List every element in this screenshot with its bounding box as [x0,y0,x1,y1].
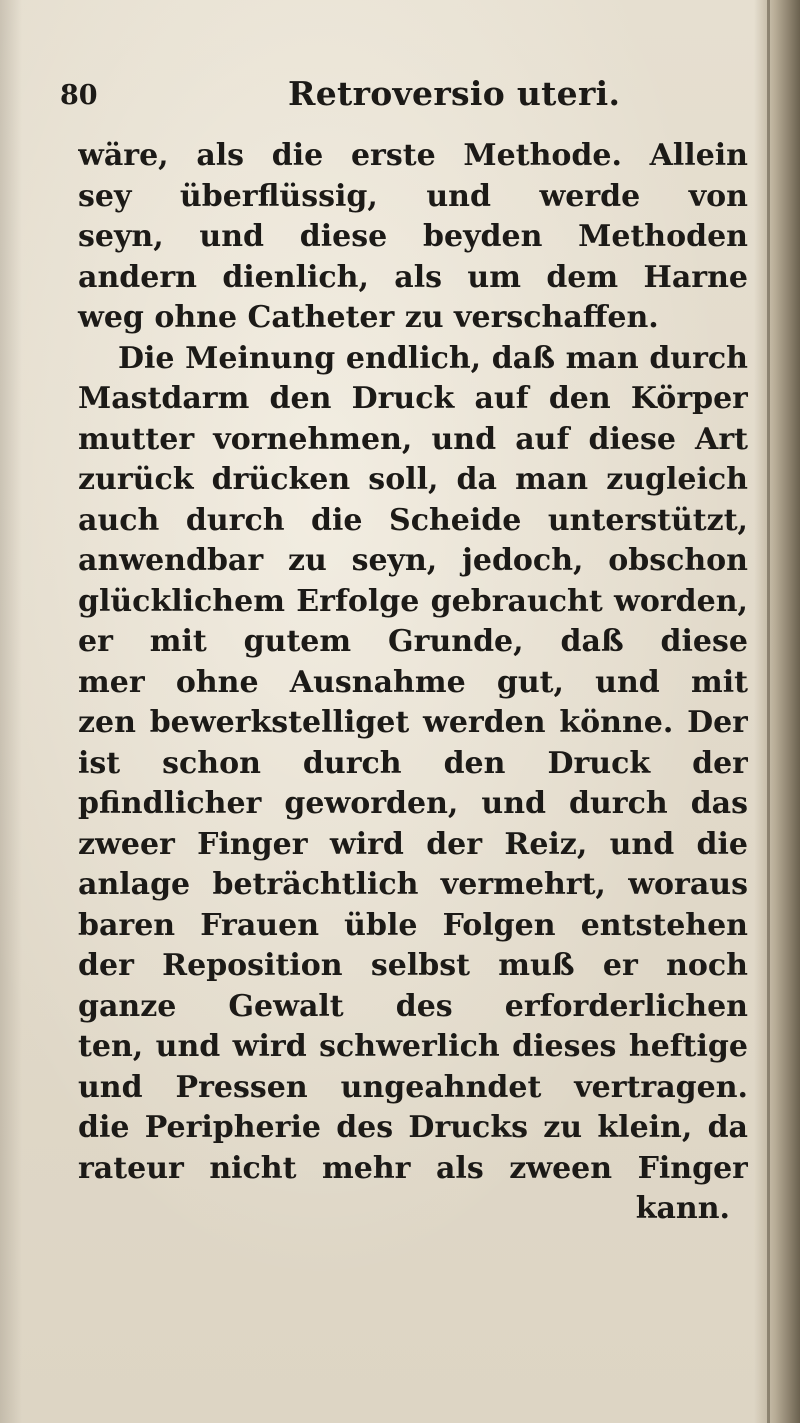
page-header [60,72,760,122]
page-edge-shadow [0,0,22,1423]
text-line: die Peripherie des Drucks zu klein, da [78,1110,748,1145]
text-line: zurück drücken soll, da man zugleich [78,462,748,497]
text-line: mutter vornehmen, und auf diese Art [78,421,748,457]
text-line: glücklichem Erfolge gebraucht worden, [78,583,748,619]
text-line: er mit gutem Grunde, daß diese [78,624,748,659]
text-line: Mastdarm den Druck auf den Körper [78,381,748,416]
text-line: sey überflüssig, und werde von [78,178,748,214]
catchword: kann. [635,1191,730,1226]
text-line: zen bewerkstelliget werden könne. Der [78,705,748,740]
running-title: Retroversio uteri. [288,74,621,113]
text-line: andern dienlich, als um dem Harne [78,259,748,295]
text-line: baren Frauen üble Folgen entstehen [78,907,748,943]
binding-gutter-line [767,0,770,1423]
text-line: und Pressen ungeahndet vertragen. [78,1069,748,1105]
text-line: ist schon durch den Druck der [78,745,748,781]
text-line: der Reposition selbst muß er noch [78,948,748,983]
page-number: 80 [60,80,98,111]
text-line: Die Meinung endlich, daß man durch [118,340,748,376]
text-line: ganze Gewalt des erforderlichen [78,988,748,1024]
text-line: weg ohne Catheter zu verschaffen. [78,300,659,335]
text-line: auch durch die Scheide unterstützt, [78,502,748,538]
text-line: pfindlicher geworden, und durch das [78,786,748,821]
text-line: anlage beträchtlich vermehrt, woraus [78,867,748,902]
body-text [78,136,748,1230]
text-line: mer ohne Ausnahme gut, und mit [78,664,748,700]
text-line: anwendbar zu seyn, jedoch, obschon [78,543,748,578]
text-line: rateur nicht mehr als zween Finger [78,1150,748,1186]
binding-gutter [754,0,800,1423]
text-line: ten, und wird schwerlich dieses heftige [78,1029,748,1064]
text-line: wäre, als die erste Methode. Allein [78,138,748,173]
text-line: zweer Finger wird der Reiz, und die [78,826,748,862]
text-line: seyn, und diese beyden Methoden [78,219,748,254]
